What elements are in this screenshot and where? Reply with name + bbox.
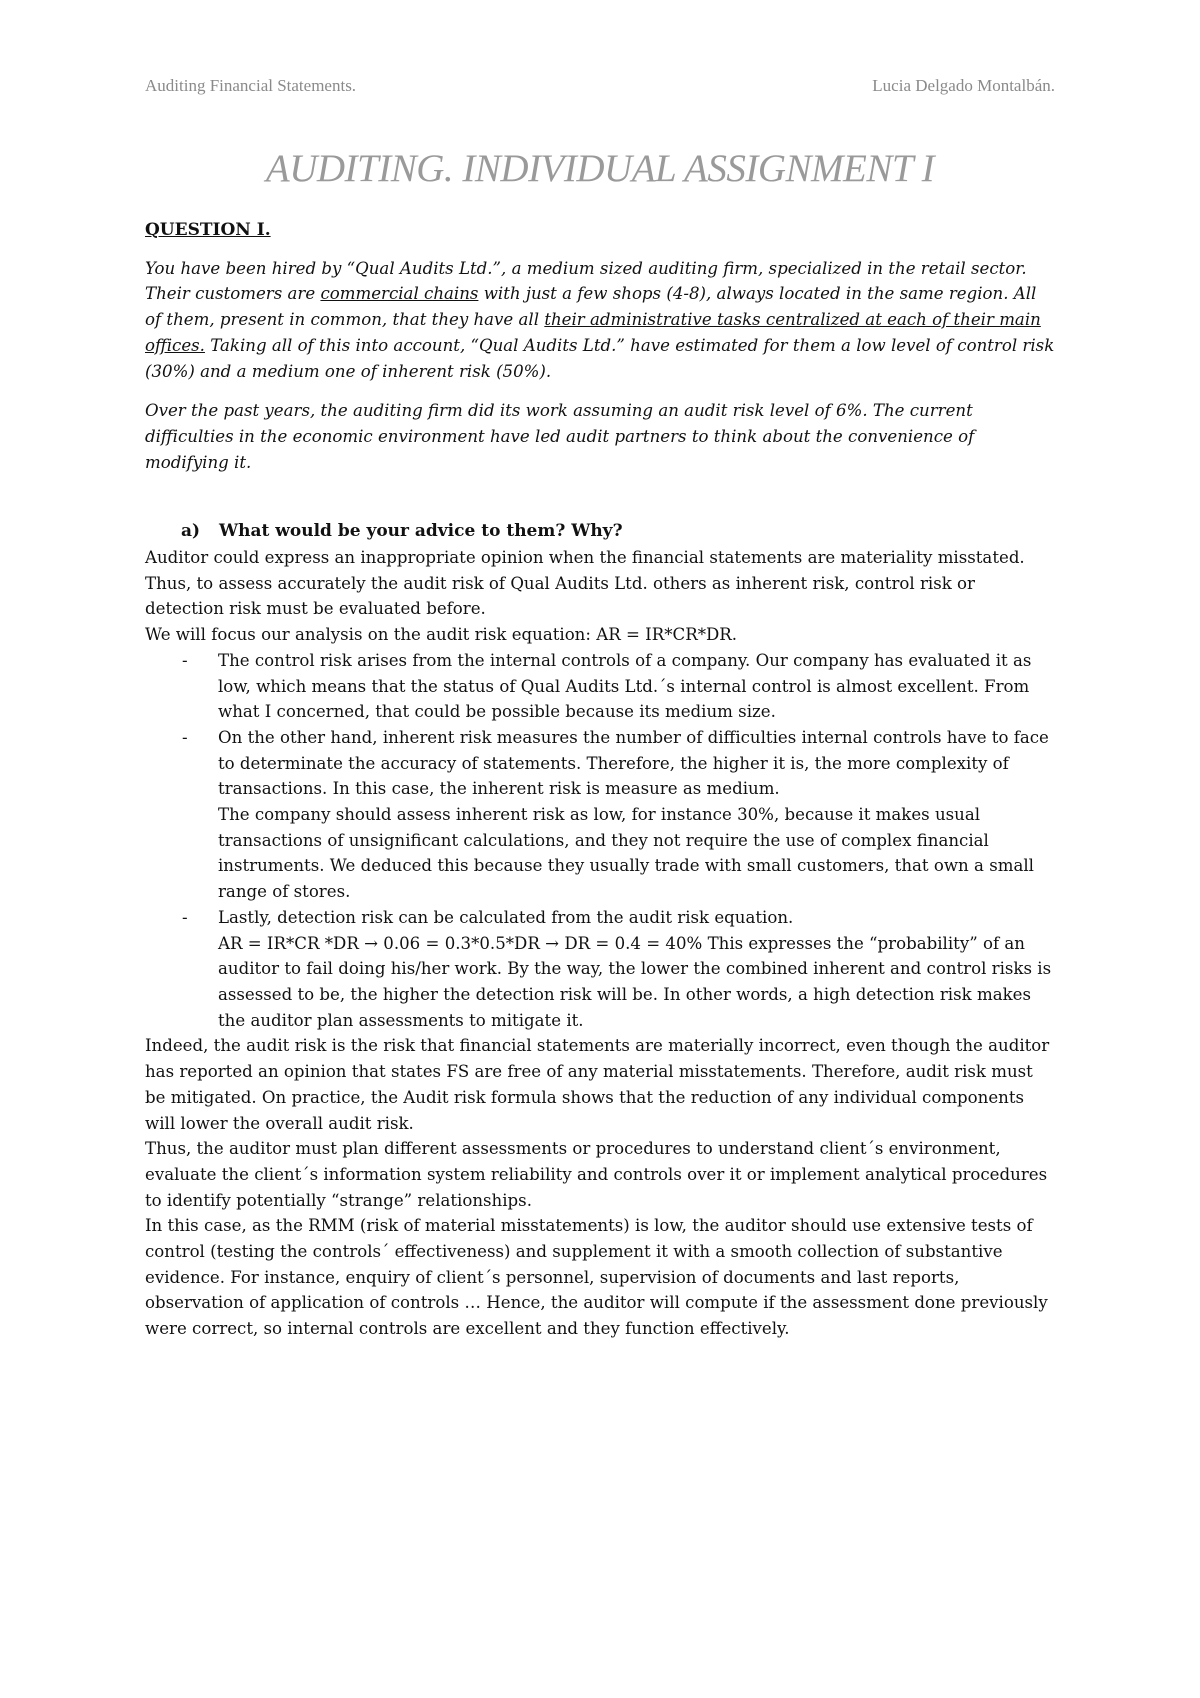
intro-underlined-commercial-chains: commercial chains — [320, 284, 479, 304]
sub-question-text: What would be your advice to them? Why? — [219, 521, 623, 542]
sub-question-marker: a) — [181, 521, 201, 542]
bullet-continuation: AR = IR*CR *DR → 0.06 = 0.3*0.5*DR → DR = 0.4 = 40% This expresses the “probability” of an auditor to fail doing his/her work. By the way, the lower the combined inherent and control risks is assessed to be, the higher the detection risk will be. In other words, a high detection risk makes the auditor plan assessments to mitigate it. — [218, 933, 1052, 1030]
intro-text-c: Taking all of this into account, “Qual Audits Ltd.” have estimated for them a low level of control risk (30%) and a medium one of inherent risk (50%). — [145, 335, 1055, 381]
bullet-dash: - — [182, 650, 188, 670]
bullet-continuation: The company should assess inherent risk as low, for instance 30%, because it makes usual transactions of unsignificant calculations, and they not require the use of complex financial instruments. We deduced this because they usually trade with small customers, that own a small range of stores. — [218, 805, 1034, 902]
answer-paragraph-4: Thus, the auditor must plan different assessments or procedures to understand client´s environment, evaluate the client´s information system reliability and controls over it or implement analytical procedures to identify potentially “strange” relationships. — [145, 1139, 1048, 1210]
bullet-text: On the other hand, inherent risk measures the number of difficulties internal controls have to face to determinate the accuracy of statements. Therefore, the higher it is, the more complexity of transactions. In this case, the inherent risk is measure as medium. — [218, 727, 1049, 799]
bullet-text: Lastly, detection risk can be calculated from the audit risk equation. — [218, 907, 794, 927]
intro-text-a: You have been hired by “Qual Audits Ltd.”, a medium sized auditing firm, specialized in the retail sector. Their customers are — [145, 258, 1027, 304]
bullet-text: The control risk arises from the internal controls of a company. Our company has evaluated it as low, which means that the status of Qual Audits Ltd.´s internal control is almost excellent. From what I concerned, that could be possible because its medium size. — [218, 650, 1032, 722]
bullet-inherent-risk — [182, 725, 1055, 905]
bullet-control-risk — [182, 648, 1055, 725]
header-author-name: Lucia Delgado Montalbán. — [872, 76, 1055, 95]
question-intro-paragraph-1 — [145, 256, 1055, 385]
intro-underlined-admin-tasks: their administrative tasks centralized at each of their main offices. — [145, 310, 1041, 355]
document-title: AUDITING. INDIVIDUAL ASSIGNMENT I — [265, 147, 935, 190]
header-course-title: Auditing Financial Statements. — [145, 76, 357, 95]
intro-text-b: with just a few shops (4-8), always located in the same region. All of them, present in common, that they have all — [145, 284, 1037, 330]
bullet-dash: - — [182, 907, 188, 927]
answer-bullet-list — [145, 648, 1055, 1034]
answer-paragraph-5: In this case, as the RMM (risk of material misstatements) is low, the auditor should use extensive tests of control (testing the controls´ effectiveness) and supplement it with a smooth collection of substantive evidence. For instance, enquiry of client´s personnel, supervision of documents and last reports, observation of application of controls … Hence, the auditor will compute if the assessment done previously were correct, so internal controls are excellent and they function effectively. — [145, 1216, 1048, 1339]
bullet-detection-risk — [182, 905, 1055, 1034]
document-body — [145, 218, 1055, 1342]
answer-paragraph-2: We will focus our analysis on the audit risk equation: AR = IR*CR*DR. — [145, 625, 738, 645]
question-intro-paragraph-2: Over the past years, the auditing firm did its work assuming an audit risk level of 6%. The current difficulties in the economic environment have led audit partners to think about the convenience of modifying it. — [145, 401, 975, 472]
bullet-dash: - — [182, 727, 188, 747]
answer-paragraph-3: Indeed, the audit risk is the risk that financial statements are materially incorrect, even though the auditor has reported an opinion that states FS are free of any material misstatements. Therefore, audit risk must be mitigated. On practice, the Audit risk formula shows that the reduction of any individual components will lower the overall audit risk. — [145, 1036, 1050, 1133]
question-heading: QUESTION I. — [145, 220, 271, 240]
page-header — [145, 76, 1055, 100]
sub-question-a — [145, 519, 1055, 545]
answer-paragraph-1: Auditor could express an inappropriate opinion when the financial statements are materiality misstated. Thus, to assess accurately the audit risk of Qual Audits Ltd. others as inherent risk, control risk or detection risk must be evaluated before. — [145, 548, 1025, 619]
